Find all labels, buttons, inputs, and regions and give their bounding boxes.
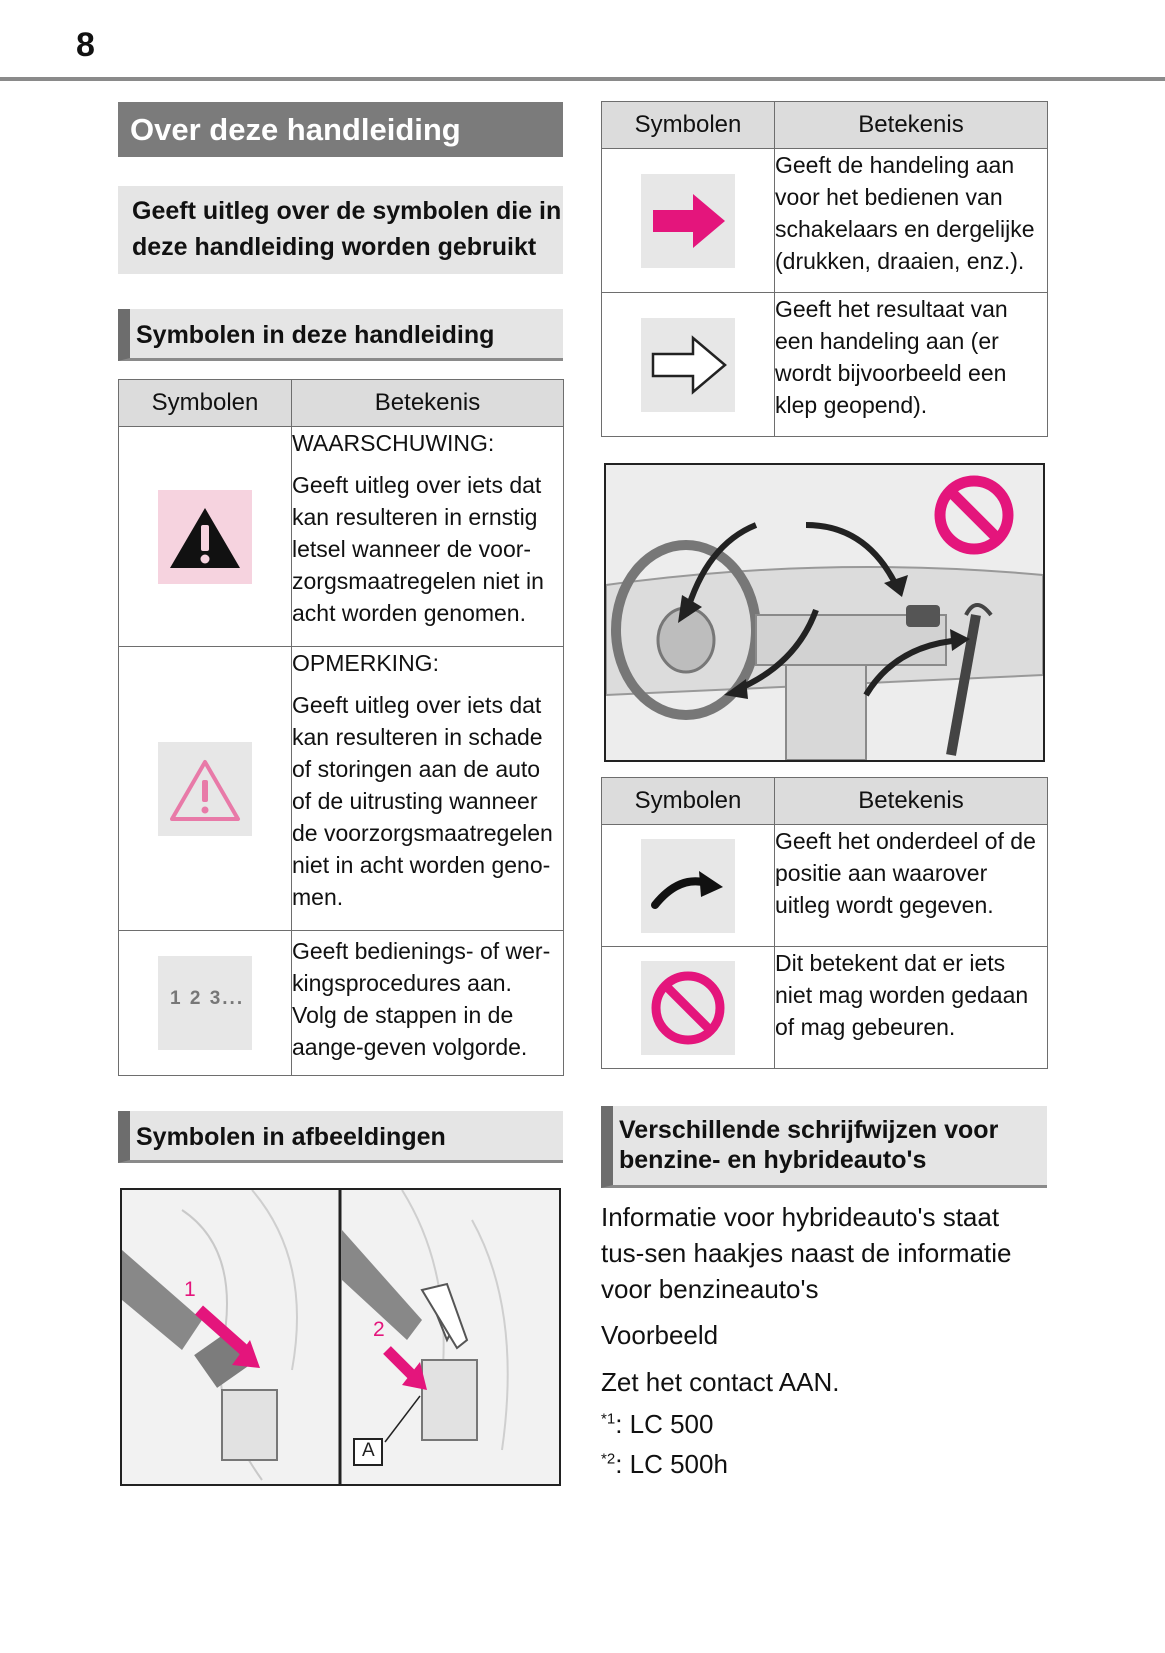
pink-arrow-icon xyxy=(641,174,735,268)
page-number: 8 xyxy=(76,26,95,64)
symbol-cell xyxy=(602,825,775,947)
subtitle: Geeft uitleg over de symbolen die in deze handleiding worden gebruikt xyxy=(118,186,563,274)
symbol-cell xyxy=(119,931,292,1076)
heading-symbols-figures: Symbolen in afbeeldingen xyxy=(118,1111,563,1163)
table-row xyxy=(602,947,1048,1069)
example-text: Zet het contact AAN. xyxy=(601,1367,840,1397)
action-text: Geeft de handeling aan voor het bedienen van schakelaars en dergelijke (drukken, draaien, enz.). xyxy=(775,152,1035,274)
steps-icon xyxy=(158,956,252,1050)
footnote-1-text: : LC 500 xyxy=(615,1409,714,1439)
table-row xyxy=(119,931,564,1076)
meaning-cell xyxy=(775,293,1048,437)
step-marker-2: 2 xyxy=(373,1318,385,1341)
symbol-cell xyxy=(602,293,775,437)
header-rule xyxy=(0,77,1165,81)
col-meaning-header: Betekenis xyxy=(292,380,564,427)
callout-a: A xyxy=(362,1440,375,1461)
seatbelt-illustration xyxy=(120,1188,561,1486)
footnote-2-text: : LC 500h xyxy=(615,1449,728,1479)
footnote-1-mark: *1 xyxy=(601,1410,616,1428)
meaning-cell xyxy=(292,931,564,1076)
meaning-cell xyxy=(775,947,1048,1069)
position-text: Geeft het onderdeel of de positie aan waarover uitleg wordt gegeven. xyxy=(775,828,1036,918)
col-symbol-header: Symbolen xyxy=(602,102,775,149)
heading-variants: Verschillende schrijfwijzen voor benzine- en hybrideauto's xyxy=(601,1106,1047,1188)
result-text: Geeft het resultaat van een handeling aan (er wordt bijvoorbeeld een klep geopend). xyxy=(775,296,1008,418)
meaning-cell xyxy=(775,825,1048,947)
warning-title: WAARSCHUWING: xyxy=(292,430,495,456)
step-marker-1: 1 xyxy=(184,1278,196,1301)
symbol-cell xyxy=(119,647,292,931)
example-label: Voorbeeld xyxy=(601,1320,719,1350)
meaning-cell xyxy=(292,427,564,647)
col-meaning-header: Betekenis xyxy=(775,102,1048,149)
heading-symbols-manual: Symbolen in deze handleiding xyxy=(118,309,563,361)
col-symbol-header: Symbolen xyxy=(602,778,775,825)
action-symbols-table xyxy=(601,101,1048,437)
figure-symbols-table xyxy=(601,777,1048,1069)
table-row xyxy=(602,149,1048,293)
symbols-table xyxy=(118,379,564,1076)
warning-triangle-icon xyxy=(158,490,252,584)
dashboard-illustration xyxy=(604,463,1045,762)
table-row xyxy=(119,647,564,931)
col-symbol-header: Symbolen xyxy=(119,380,292,427)
notice-text: Geeft uitleg over iets dat kan resulteren in schade of storingen aan de auto of de uitrusting wanneer de voorzorgsmaatregelen niet in acht worden geno-men. xyxy=(292,692,553,910)
col-meaning-header: Betekenis xyxy=(775,778,1048,825)
footnote-2-mark: *2 xyxy=(601,1450,616,1468)
notice-title: OPMERKING: xyxy=(292,650,439,676)
warning-text: Geeft uitleg over iets dat kan resulteren in ernstig letsel wanneer de voor-zorgsmaatregelen niet in acht worden genomen. xyxy=(292,472,544,626)
footnote-2 xyxy=(601,1449,728,1480)
section-title: Over deze handleiding xyxy=(118,102,563,157)
steps-icon-label: 1 2 3... xyxy=(170,988,245,1009)
table-row xyxy=(602,825,1048,947)
curved-arrow-icon xyxy=(641,839,735,933)
meaning-cell xyxy=(775,149,1048,293)
symbol-cell xyxy=(602,149,775,293)
outline-arrow-icon xyxy=(641,318,735,412)
prohibited-icon xyxy=(641,961,735,1055)
table-row xyxy=(119,427,564,647)
symbol-cell xyxy=(602,947,775,1069)
prohibited-text: Dit betekent dat er iets niet mag worden gedaan of mag gebeuren. xyxy=(775,950,1029,1040)
steps-text: Geeft bedienings- of wer-kingsprocedures aan. Volg de stappen in de aange-geven volgorde. xyxy=(292,938,551,1060)
symbol-cell xyxy=(119,427,292,647)
variants-intro: Informatie voor hybrideauto's staat tus-sen haakjes naast de informatie voor benzineauto's xyxy=(601,1202,1012,1304)
notice-triangle-icon xyxy=(158,742,252,836)
meaning-cell xyxy=(292,647,564,931)
table-row xyxy=(602,293,1048,437)
footnote-1 xyxy=(601,1409,713,1440)
